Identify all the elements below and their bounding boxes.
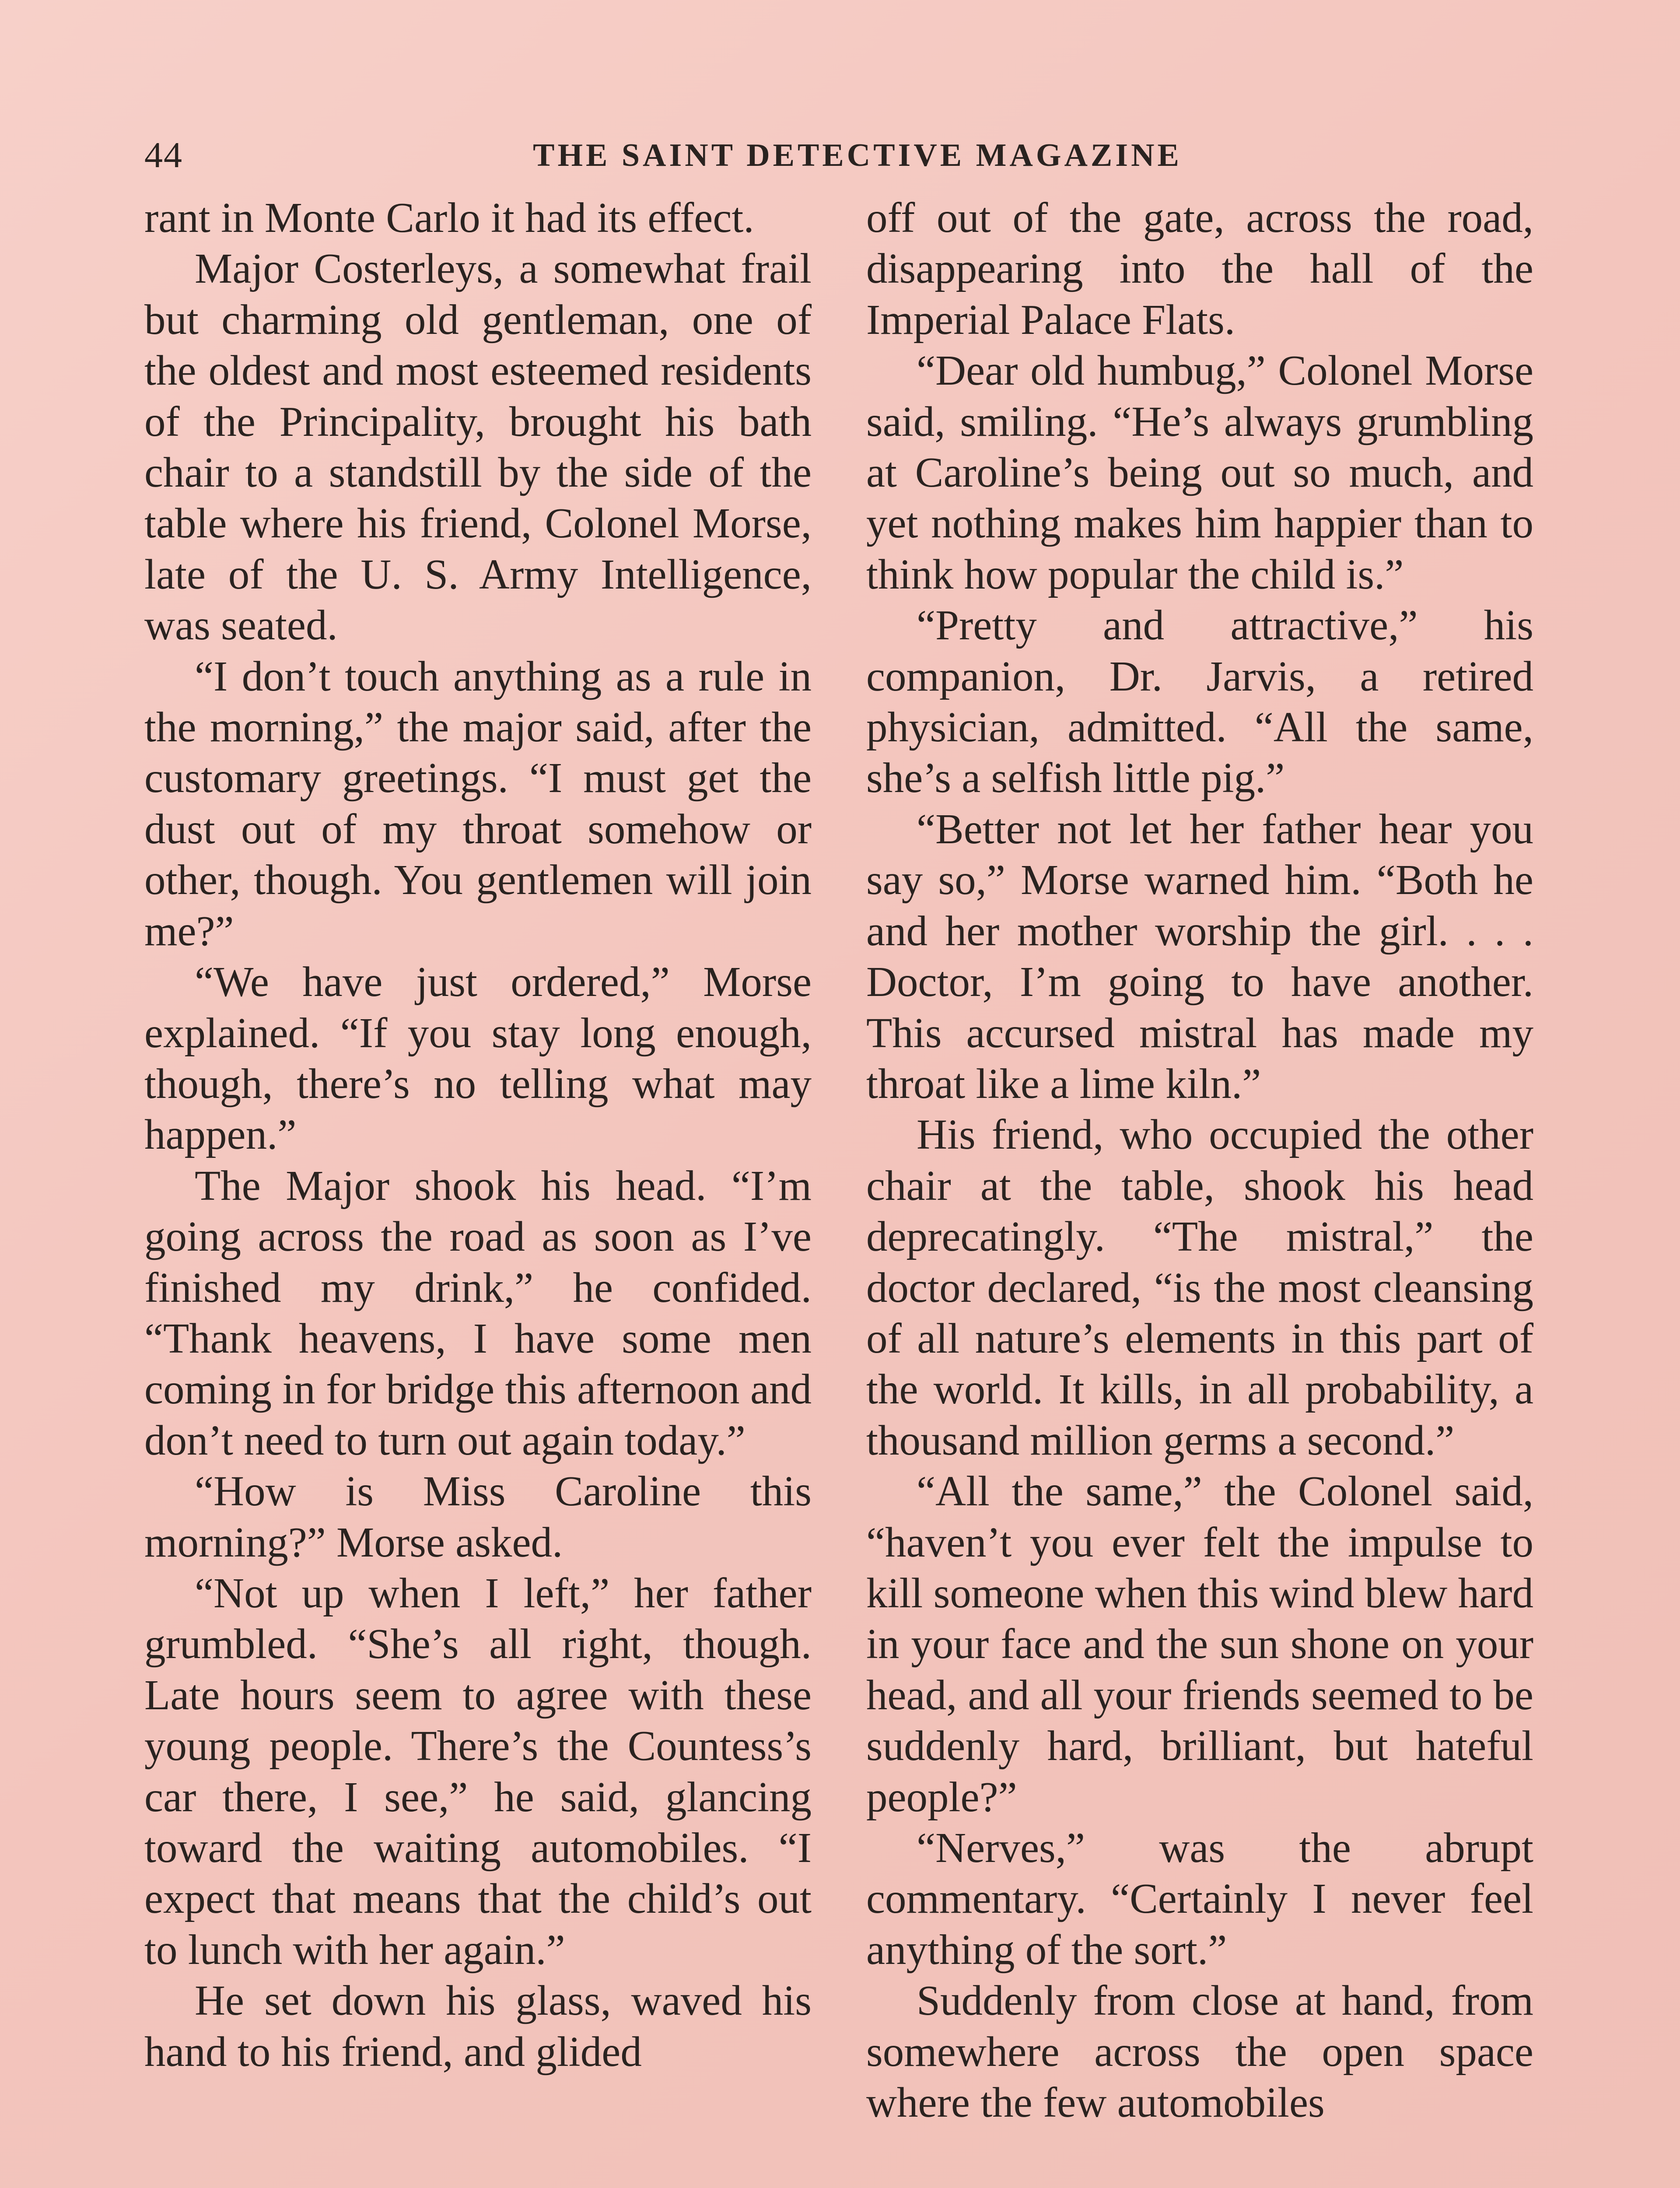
paragraph: “Not up when I left,” her father grumbled. “She’s all right, though. Late hours seem to agree with these young people. There’s the Countess’s car there, I see,” he said, glancing toward the waiting automobiles. “I expect that means that the child’s out to lunch with her again.” [144,1569,812,1973]
page-header [144,131,1536,179]
right-column [866,193,1533,2128]
paragraph: “We have just ordered,” Morse explained. “If you stay long enough, though, there’s no telling what may happen.” [144,958,812,1158]
paragraph: “All the same,” the Colonel said, “haven’t you ever felt the impulse to kill someone when this wind blew hard in your face and the sun shone on your head, and all your friends seemed to be suddenly hard, brilliant, but hateful people?” [866,1468,1533,1820]
paragraph: His friend, who occupied the other chair at the table, shook his head deprecatingly. “The mistral,” the doctor declared, “is the most cleansing of all nature’s elements in this part of the world. It kills, in all probability, a thousand million germs a second.” [866,1111,1533,1464]
paragraph: “How is Miss Caroline this morning?” Morse asked. [144,1468,812,1566]
paragraph: “I don’t touch anything as a rule in the morning,” the major said, after the customary greetings. “I must get the dust out of my throat somehow or other, though. You gentlemen will join me?” [144,652,812,954]
paragraph: off out of the gate, across the road, disappearing into the hall of the Imperial Palace Flats. [866,194,1533,343]
paragraph: Suddenly from close at hand, from somewhere across the open space where the few automobiles [866,1977,1533,2126]
paragraph: “Pretty and attractive,” his companion, Dr. Jarvis, a retired physician, admitted. “All the same, she’s a selfish little pig.” [866,602,1533,802]
paragraph: He set down his glass, waved his hand to his friend, and glided [144,1977,812,2075]
paragraph: The Major shook his head. “I’m going across the road as soon as I’ve finished my drink,” he confided. “Thank heavens, I have some men coming in for bridge this afternoon and don’t need to turn out again today.” [144,1162,812,1464]
running-head: THE SAINT DETECTIVE MAGAZINE [533,137,1182,173]
page-number: 44 [144,135,183,175]
paragraph: “Dear old humbug,” Colonel Morse said, smiling. “He’s always grumbling at Caroline’s being out so much, and yet nothing makes him happier than to think how popular the child is.” [866,347,1533,598]
left-column [144,193,812,2077]
paragraph: “Nerves,” was the abrupt commentary. “Certainly I never feel anything of the sort.” [866,1824,1533,1973]
paragraph: Major Costerleys, a somewhat frail but charming old gentleman, one of the oldest and most esteemed residents of the Principality, brought his bath chair to a standstill by the side of the table where his friend, Colonel Morse, late of the U. S. Army Intelligence, was seated. [144,245,812,649]
paragraph: rant in Monte Carlo it had its effect. [144,194,754,241]
paragraph: “Better not let her father hear you say so,” Morse warned him. “Both he and her mother worship the girl. . . . Doctor, I’m going to have another. This accursed mistral has made my throat like a lime kiln.” [866,805,1533,1107]
